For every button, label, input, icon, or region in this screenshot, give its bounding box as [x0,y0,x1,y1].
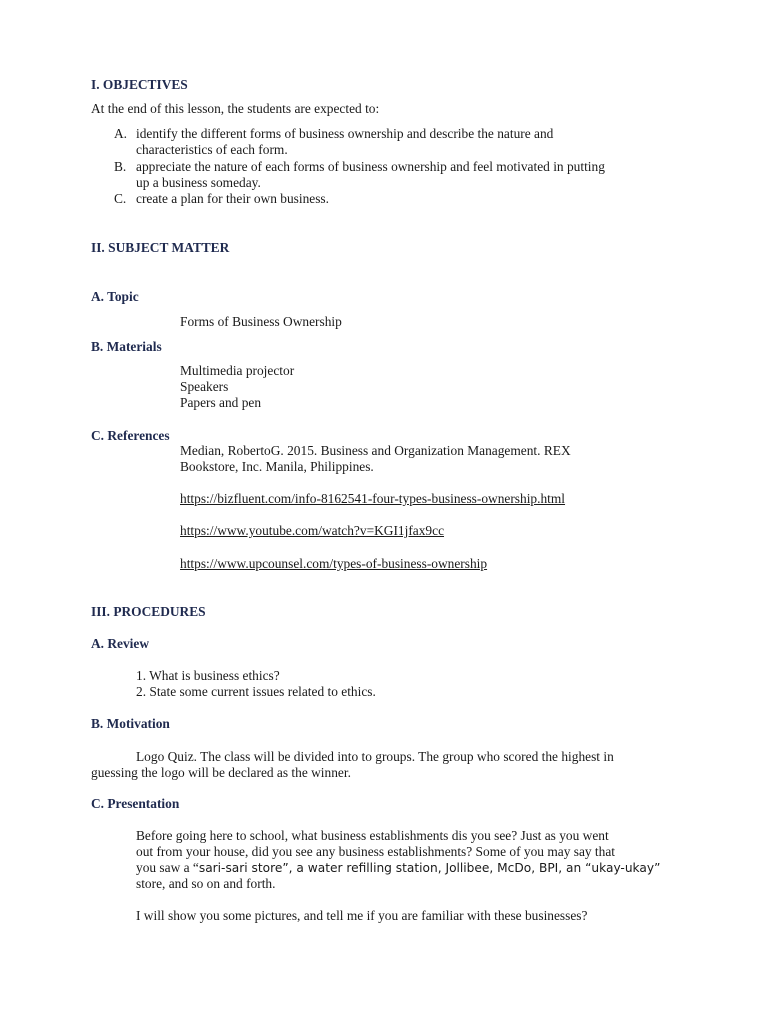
objective-b-line1: appreciate the nature of each forms of business ownership and feel motivated in putting [136,159,605,174]
presentation-heading: C. Presentation [91,796,180,811]
reference-link-youtube[interactable]: https://www.youtube.com/watch?v=KGI1jfax9cc [180,523,445,538]
material-item: Multimedia projector [180,363,295,378]
motivation-line2: guessing the logo will be declared as the winner. [91,765,351,780]
review-item: 1. What is business ethics? [136,668,280,683]
objective-marker-b: B. [114,159,127,174]
subject-matter-heading: II. SUBJECT MATTER [91,240,230,255]
presentation-p1-line2: out from your house, did you see any business establishments? Some of you may say that [136,844,616,859]
review-item: 2. State some current issues related to ethics. [136,684,376,699]
objective-b-line2: up a business someday. [136,175,261,190]
material-item: Papers and pen [180,395,262,410]
presentation-p1-line3-start: you saw a “ [136,860,199,875]
objectives-intro: At the end of this lesson, the students are expected to: [91,101,380,116]
reference-citation-line1: Median, RobertoG. 2015. Business and Organization Management. REX [180,443,571,458]
objectives-heading: I. OBJECTIVES [91,77,188,92]
reference-link-bizfluent[interactable]: https://bizfluent.com/info-8162541-four-types-business-ownership.html [180,491,566,506]
objective-a-line2: characteristics of each form. [136,142,288,157]
materials-heading: B. Materials [91,339,162,354]
presentation-p1-line4: store, and so on and forth. [136,876,276,891]
reference-citation-line2: Bookstore, Inc. Manila, Philippines. [180,459,374,474]
presentation-p1-line1: Before going here to school, what business establishments dis you see? Just as you went [136,828,609,843]
reference-link-upcounsel[interactable]: https://www.upcounsel.com/types-of-business-ownership [180,556,488,571]
objective-c-line1: create a plan for their own business. [136,191,329,206]
topic-heading: A. Topic [91,289,139,304]
material-item: Speakers [180,379,229,394]
procedures-heading: III. PROCEDURES [91,604,206,619]
objective-a-line1: identify the different forms of business ownership and describe the nature and [136,126,554,141]
objective-marker-a: A. [114,126,128,141]
review-heading: A. Review [91,636,150,651]
topic-value: Forms of Business Ownership [180,314,342,329]
motivation-line1: Logo Quiz. The class will be divided into to groups. The group who scored the highest in [136,749,614,764]
references-heading: C. References [91,428,170,443]
objective-marker-c: C. [114,191,127,206]
motivation-heading: B. Motivation [91,716,170,731]
presentation-p1-line3-examples: sari-sari store”, a water refilling station, Jollibee, McDo, BPI, an “ukay-ukay” [198,861,661,875]
presentation-p1-line3 [136,860,660,876]
presentation-p2: I will show you some pictures, and tell me if you are familiar with these businesses? [136,908,588,923]
